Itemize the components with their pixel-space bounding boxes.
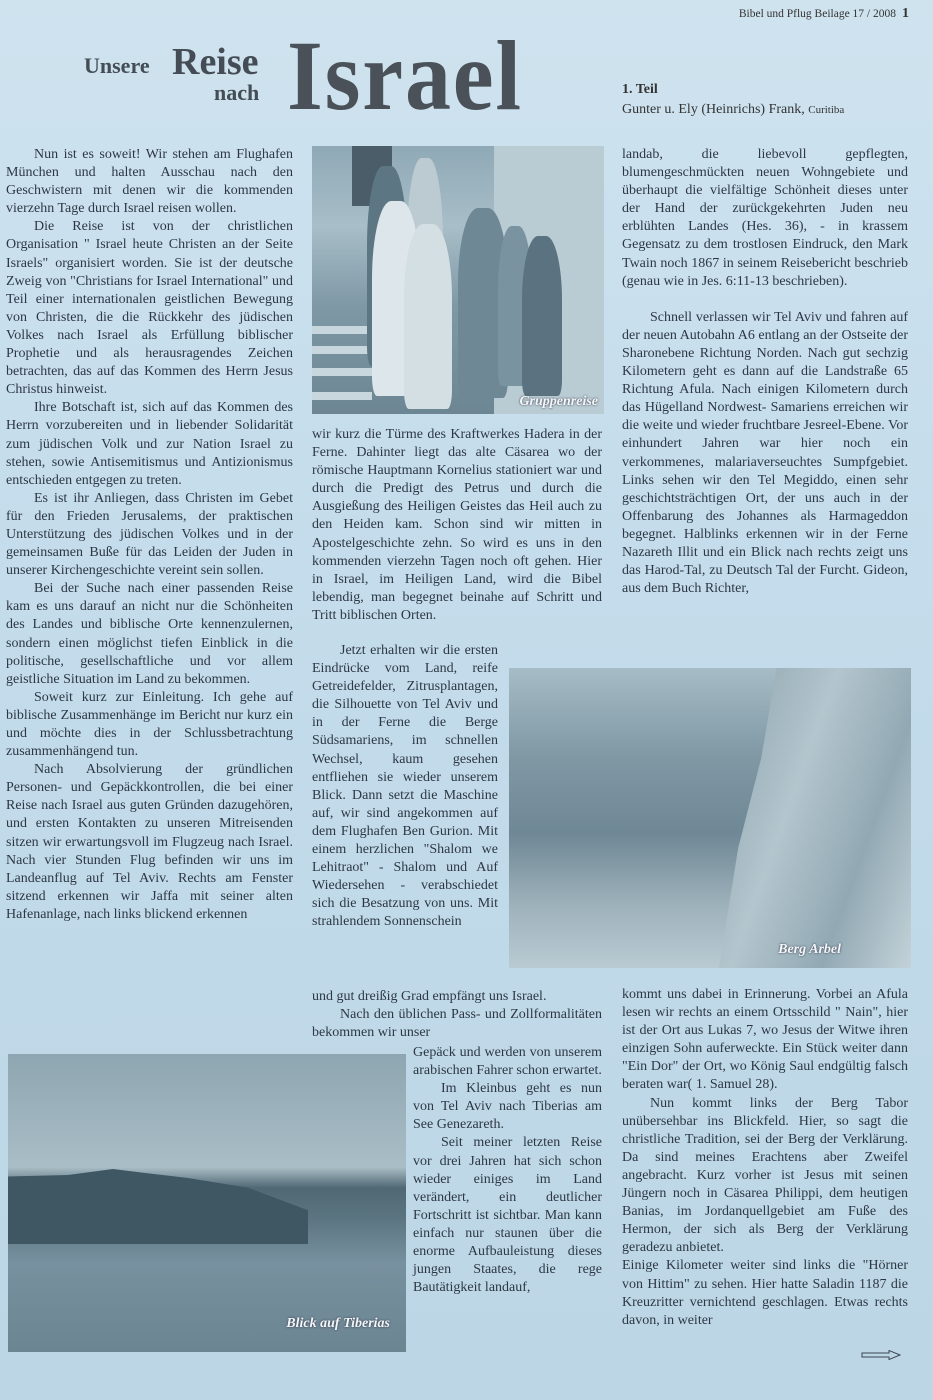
paragraph: kommt uns dabei in Erinnerung. Vorbei an Afula lesen wir rechts an einem Ortsschild " Nain", hier ist der Ort aus Lukas 7, wo Jesus der Witwe ihren einzigen Sohn auferweckte. Ein Stück weiter dann "Ein Dor" der Ort, wo König Saul endgültig falsch beraten war( 1. Samuel 28).: [622, 987, 908, 1093]
photo-town: [8, 1169, 308, 1244]
paragraph: Nach Absolvierung der gründlichen Personen- und Gepäckkontrollen, die bei einer Reise nach Israel aus guten Gründen dazugehören, und ersten Kontakten zu unseren Mitreisenden sitzen wir erwartungsvoll im Flugzeug nach Israel. Nach vier Stunden Flug befinden wir uns im Landeanflug auf Tel Aviv. Rechts am Fenster sitzend erkennen wir Jaffa mit seiner alten Hafenanlage, nach links blickend erkennen: [6, 762, 293, 922]
photo-caption-arbel: Berg Arbel: [778, 942, 841, 957]
page-number: 1: [902, 6, 909, 21]
paragraph: landab, die liebevoll gepflegten, blumengeschmückten neuen Wohngebiete und überhaupt die vielfältige Schönheit dieses unter der Hand der zurückgekehrten Juden neu erblühten Landes (Hes. 36), - in krassem Gegensatz zu dem trostlosen Eindruck, den Mark Twain noch 1867 in seinem Reisebericht beschrieb (genau wie in Jes. 6:11-13 beschrieben).: [622, 147, 908, 289]
title-word-reise: Reise: [172, 41, 259, 83]
author-city: Curitiba: [808, 104, 845, 116]
paragraph: Gepäck und werden von unserem arabischen Fahrer schon erwartet.: [413, 1045, 602, 1079]
title-word-nach: nach: [214, 80, 260, 105]
page-header: [739, 6, 909, 22]
title-word-unsere: Unsere: [84, 53, 150, 78]
photo-rock: [719, 668, 911, 968]
column-2-part-a: [312, 426, 602, 625]
title-word-israel: Israel: [287, 20, 523, 131]
photo-person: [522, 236, 562, 396]
paragraph: Einige Kilometer weiter sind links die "Hörner von Hittim" zu sehen. Hier hatte Saladin 1187 die Kreuzritter vernichtend geschlagen. Etwas rechts davon, in weiter: [622, 1258, 908, 1328]
paragraph: Bei der Suche nach einer passenden Reise kam es uns darauf an nicht nur die Schönheiten des Landes und biblische Orte kennenzulernen, sondern einen möglichst tiefen Einblick in die politische, gesellschaftliche und vor allem geistliche Situation im Land zu bekommen.: [6, 581, 293, 687]
photo-berg-arbel: [509, 668, 911, 968]
arrow-right-icon: [861, 1350, 901, 1360]
paragraph: und gut dreißig Grad empfängt uns Israel.: [312, 989, 547, 1004]
paragraph: Ihre Botschaft ist, sich auf das Kommen des Herrn vorzubereiten und in liebender Solidarität zum jüdischen Volk und zur Nation Israel zu stehen, sowie Antisemitismus und Antizionismus entschieden entgegen zu treten.: [6, 400, 293, 488]
paragraph: Soweit kurz zur Einleitung. Ich gehe auf biblische Zusammenhänge im Bericht nur kurz ein und möchte dies in der Schlussbetrachtung zusammenhängend tun.: [6, 689, 293, 760]
paragraph: Nun kommt links der Berg Tabor unübersehbar ins Blickfeld. Hier, so sagt die christliche Tradition, sei der Berg der Verklärung. Da sind meines Erachtens aber Zweifel angebracht. Kurz vorher ist Jesus mit seinen Jüngern noch in Cäsarea Philippi, dem heutigen Banias, im Jordanquellgebiet am Fuße des Hermon, der sich als Berg der Verklärung geradezu anbietet.: [622, 1095, 908, 1256]
publication-info: Bibel und Pflug Beilage 17 / 2008: [738, 8, 896, 20]
column-3-part-b: [622, 986, 908, 1330]
column-1: [6, 146, 293, 924]
column-2-part-b: [312, 642, 498, 932]
photo-caption-tiberias: Blick auf Tiberias: [286, 1316, 390, 1331]
paragraph: Die Reise ist von der christlichen Organisation " Israel heute Christen an der Seite Israels" organisiert worden. Sie ist der deutsche Zweig von "Christians for Israel International" und Teil einer internationalen geistlichen Bewegung von Christen, die die Rückkehr des jüdischen Volkes nach Israel als Erfüllung biblischer Prophetie und als herausragendes Zeichen betrachten, das auf das Kommen des Herrn Jesus Christus hinweist.: [6, 219, 293, 398]
byline: [622, 102, 844, 118]
column-3-part-a: [622, 146, 908, 598]
paragraph: Schnell verlassen wir Tel Aviv und fahren auf der neuen Autobahn A6 entlang an der Ostseite der Sharonebene Richtung Norden. Nach gut sechzig Kilometern geht es dann auf die Landstraße 65 Richtung Afula. Nach einigen Kilometern durch das Hügelland Nordwest- Samariens erreichen wir die weite und wieder fruchtbare Jesreel-Ebene. Vor einhundert Jahren war hier noch ein verkommenes, malariaverseuchtes Sumpfgebiet. Links sehen wir den Tel Megiddo, einen sehr geschichtsträchtigen Ort, der uns auch in der Offenbarung des Johannes als Harmageddon begegnet. Halblinks erkennen wir in der Ferne Nazareth Illit und ein Blick nach rechts zeigt uns das Harod-Tal, zu Deutsch Tal der Furcht. Gideon, aus dem Buch Richter,: [622, 309, 908, 597]
column-2-part-c: [312, 988, 602, 1042]
paragraph: wir kurz die Türme des Kraftwerkes Hadera in der Ferne. Dahinter liegt das alte Cäsarea wo der römische Hauptmann Kornelius stationiert war und durch die Predigt des Petrus und durch die Ausgießung des Heiligen Geistes das Heil auch zu den Heiden kam. Schon sind wir mitten in Apostelgeschichte zehn. So wird es uns in den kommenden vierzehn Tagen noch oft gehen. Hier in Israel, im Heiligen Land, wird die Bibel lebendig, man begegnet beinahe auf Schritt und Tritt biblischen Orten.: [312, 427, 602, 623]
paragraph: Es ist ihr Anliegen, dass Christen im Gebet für den Frieden Jerusalems, der praktischen Unterstützung des jüdischen Volkes und in der gemeinsamen Buße für das Leiden der Juden in unserer Kirchengeschichte vereint sein sollen.: [6, 490, 293, 579]
paragraph: Nach den üblichen Pass- und Zollformalitäten bekommen wir unser: [312, 1007, 602, 1041]
paragraph: Im Kleinbus geht es nun von Tel Aviv nach Tiberias am See Genezareth.: [413, 1081, 602, 1133]
photo-group: [312, 146, 604, 414]
photo-caption-group: Gruppenreise: [519, 394, 598, 409]
paragraph: Seit meiner letzten Reise vor drei Jahren hat sich schon wieder einiges im Land verändert, ein deutlicher Fortschritt ist sichtbar. Man kann einfach nur staunen über die enorme Aufbauleistung dieses jungen Staates, die rege Bautätigkeit landauf,: [413, 1135, 602, 1296]
part-label: 1. Teil: [622, 82, 658, 97]
photo-tiberias: [8, 1054, 406, 1352]
author-names: Gunter u. Ely (Heinrichs) Frank,: [622, 102, 805, 117]
paragraph: Nun ist es soweit! Wir stehen am Flughafen München und halten Ausschau nach den Geschwistern mit denen wir die kommenden vierzehn Tage durch Israel reisen wollen.: [6, 147, 293, 217]
photo-step: [312, 392, 372, 400]
photo-person: [404, 224, 452, 409]
paragraph: Jetzt erhalten wir die ersten Eindrücke vom Land, reife Getreidefelder, Zitrusplantagen, die Silhouette von Tel Aviv und in der Ferne die Berge Südsamariens, im schnellen Wechsel, kaum gesehen entfliehen sie wieder unserem Blick. Dann setzt die Maschine auf, wir sind angekommen auf dem Flughafen Ben Gurion. Mit einem herzlichen "Shalom we Lehitraot" - Shalom und Auf Wiedersehen - verabschiedet sich die Besatzung von uns. Mit strahlendem Sonnenschein: [312, 643, 498, 930]
column-2-part-d: [413, 1044, 602, 1297]
